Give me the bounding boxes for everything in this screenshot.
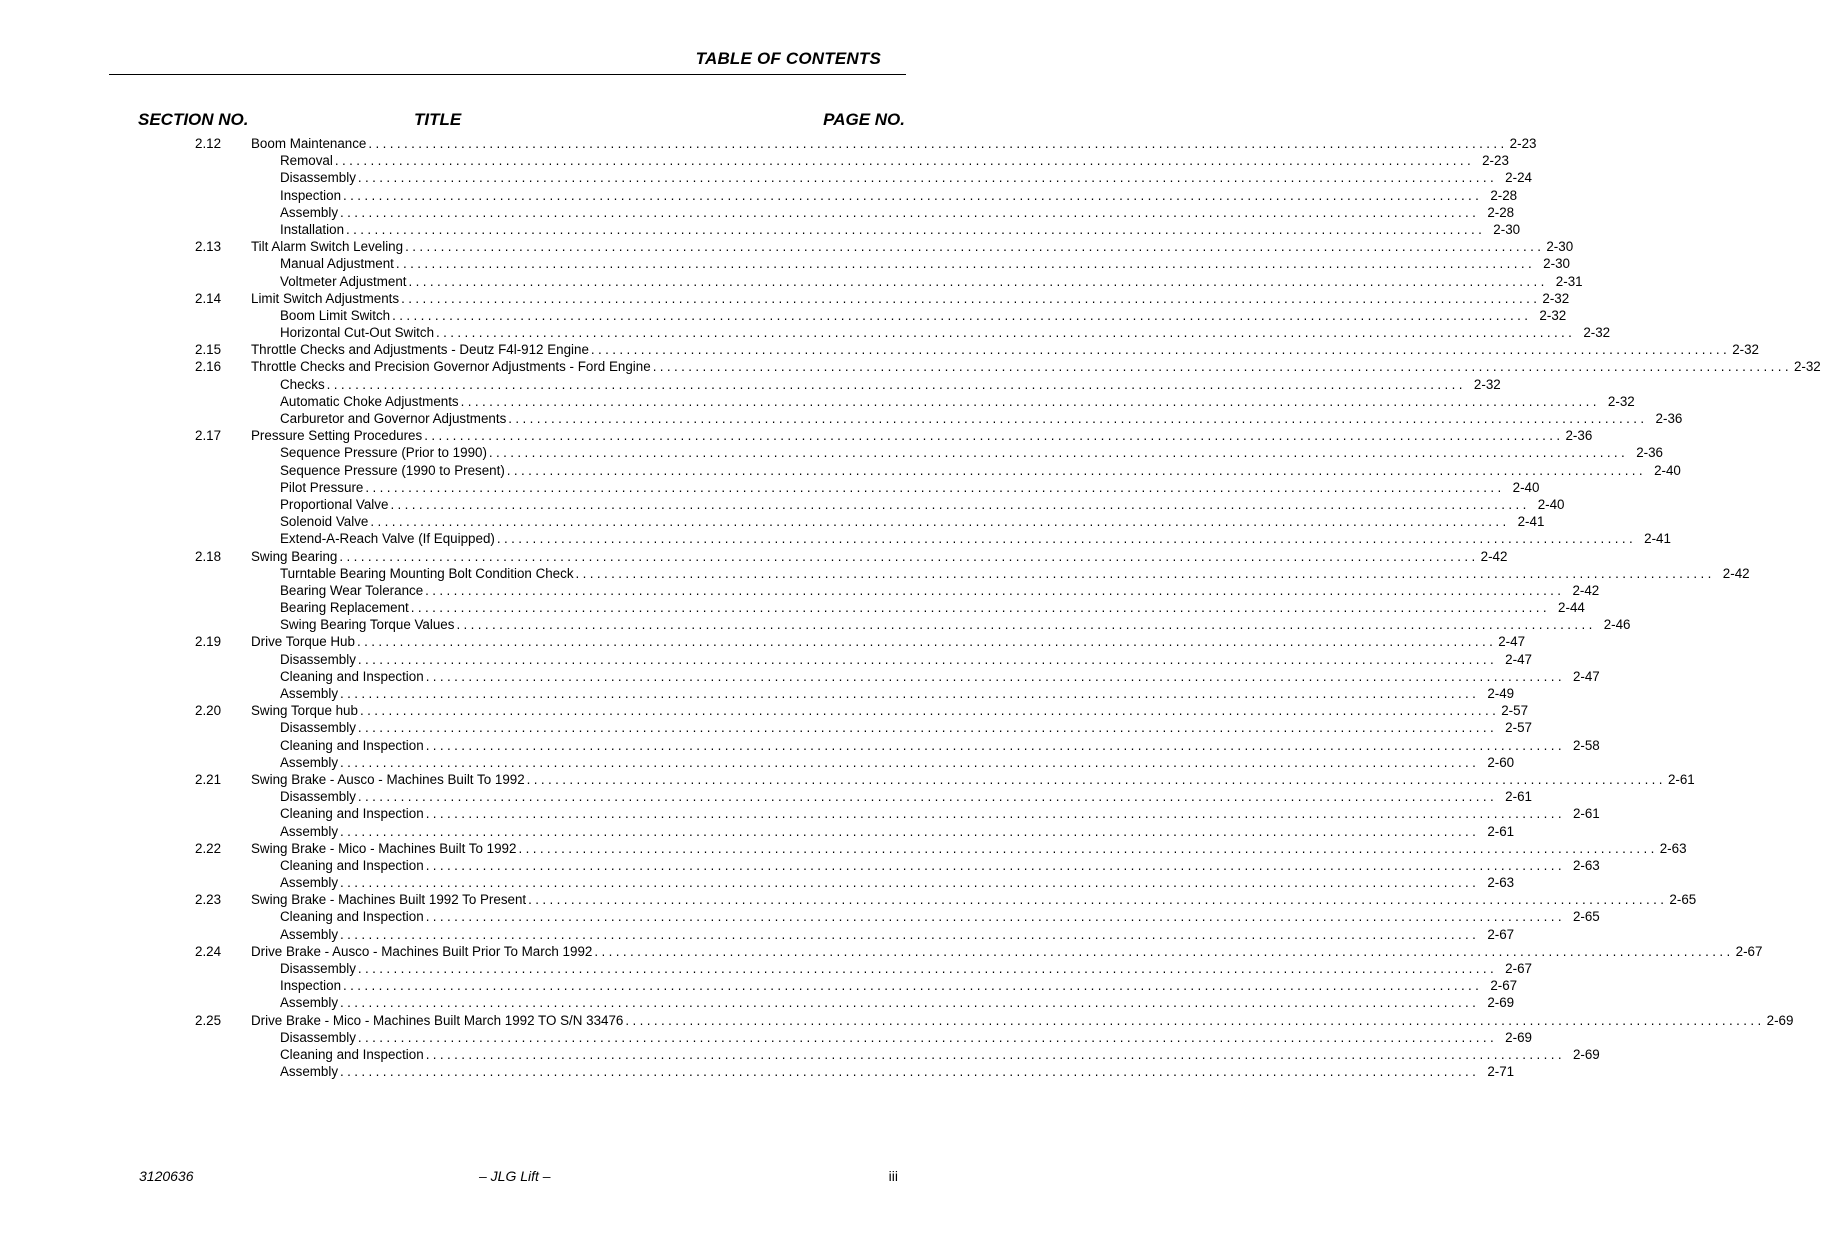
toc-page-number: 2-40 xyxy=(1512,479,1540,495)
toc-section-number: 2.17 xyxy=(195,428,222,444)
toc-section-row[interactable] xyxy=(195,891,1697,908)
toc-page-number: 2-41 xyxy=(1644,531,1671,547)
toc-subsection-row[interactable] xyxy=(195,857,1600,874)
dot-leader: ................................................................................................................................................................ xyxy=(506,462,1647,478)
footer-doc-number: 3120636 xyxy=(139,1168,194,1184)
toc-entry xyxy=(280,805,1600,822)
toc-entry-title: Proportional Valve xyxy=(280,496,389,512)
toc-section-number: 2.15 xyxy=(195,342,222,358)
toc-entry xyxy=(251,341,1759,358)
toc-page-number: 2-32 xyxy=(1583,325,1611,341)
toc-section-row[interactable] xyxy=(195,358,1821,375)
toc-entry xyxy=(280,307,1567,324)
toc-entry xyxy=(280,221,1521,238)
toc-subsection-row[interactable] xyxy=(195,719,1532,736)
toc-entry-title: Manual Adjustment xyxy=(280,256,394,272)
toc-page-number: 2-32 xyxy=(1732,342,1759,358)
toc-page-number: 2-63 xyxy=(1572,857,1600,873)
toc-entry xyxy=(280,651,1532,668)
toc-entry xyxy=(280,1029,1532,1046)
toc-section-row[interactable] xyxy=(195,702,1529,719)
toc-page-number: 2-47 xyxy=(1498,634,1526,650)
toc-entry xyxy=(280,685,1515,702)
toc-entry-title: Swing Brake - Machines Built 1992 To Present xyxy=(251,892,527,908)
toc-page-number: 2-57 xyxy=(1501,703,1529,719)
toc-entry xyxy=(251,943,1763,960)
toc-page-number: 2-69 xyxy=(1766,1012,1794,1028)
toc-entry xyxy=(280,1063,1515,1080)
dot-leader: ................................................................................................................................................................ xyxy=(424,428,1564,444)
toc-page-number: 2-24 xyxy=(1505,170,1532,186)
toc-entry xyxy=(280,977,1518,994)
toc-entry-title: Boom Maintenance xyxy=(251,136,367,151)
toc-page-number: 2-23 xyxy=(1509,136,1537,151)
toc-entry xyxy=(280,376,1501,393)
dot-leader: ................................................................................................................................................................ xyxy=(401,290,1541,306)
toc-entry-title: Bearing Replacement xyxy=(280,600,409,616)
toc-entry xyxy=(280,994,1515,1011)
toc-entry xyxy=(280,737,1600,754)
toc-entry xyxy=(280,668,1600,685)
toc-entry xyxy=(280,565,1750,582)
toc-section-number: 2.22 xyxy=(195,840,222,856)
toc-subsection-row[interactable] xyxy=(195,874,1515,891)
toc-entry-title: Pilot Pressure xyxy=(280,479,364,495)
dot-leader: ................................................................................................................................................................ xyxy=(356,634,1497,650)
toc-subsection-row[interactable] xyxy=(195,444,1663,461)
toc-entry xyxy=(280,960,1532,977)
toc-entry-title: Limit Switch Adjustments xyxy=(251,290,400,306)
toc-page-number: 2-60 xyxy=(1487,754,1515,770)
toc-page-number: 2-47 xyxy=(1572,668,1600,684)
toc-entry-title: Disassembly xyxy=(280,961,356,976)
toc-entry xyxy=(280,908,1600,925)
toc-subsection-row[interactable] xyxy=(195,960,1532,977)
dot-leader: ................................................................................................................................................................ xyxy=(625,1012,1765,1028)
toc-section-row[interactable] xyxy=(195,548,1508,565)
dot-leader: ................................................................................................................................................................ xyxy=(425,857,1565,873)
toc-entry xyxy=(280,169,1532,186)
toc-page-number: 2-30 xyxy=(1493,221,1521,237)
toc-subsection-row[interactable] xyxy=(195,376,1501,393)
dot-leader: ................................................................................................................................................................ xyxy=(340,1064,1480,1080)
toc-page-number: 2-46 xyxy=(1603,617,1631,633)
toc-page-number: 2-69 xyxy=(1505,1029,1532,1045)
toc-entry xyxy=(280,719,1532,736)
toc-subsection-row[interactable] xyxy=(195,977,1518,994)
toc-page-number: 2-67 xyxy=(1490,978,1518,994)
toc-page-number: 2-41 xyxy=(1517,514,1545,530)
toc-section-row[interactable] xyxy=(195,341,1759,358)
toc-page-number: 2-63 xyxy=(1659,840,1687,856)
toc-subsection-row[interactable] xyxy=(195,187,1518,204)
toc-entry-title: Installation xyxy=(280,221,345,237)
toc-section-row[interactable] xyxy=(195,840,1687,857)
toc-entry xyxy=(251,427,1593,444)
toc-list xyxy=(195,135,1821,1080)
dot-leader: ................................................................................................................................................................ xyxy=(357,651,1498,667)
dot-leader: ................................................................................................................................................................ xyxy=(528,892,1668,908)
toc-section-row[interactable] xyxy=(195,771,1695,788)
toc-subsection-row[interactable] xyxy=(195,651,1532,668)
dot-leader: ................................................................................................................................................................ xyxy=(340,754,1480,770)
toc-section-row[interactable] xyxy=(195,1012,1794,1029)
toc-subsection-row[interactable] xyxy=(195,668,1600,685)
toc-subsection-row[interactable] xyxy=(195,599,1585,616)
toc-section-number: 2.20 xyxy=(195,703,222,719)
toc-entry-title: Throttle Checks and Precision Governor Adjustments - Ford Engine xyxy=(251,359,651,375)
toc-subsection-row[interactable] xyxy=(195,462,1681,479)
dot-leader: ................................................................................................................................................................ xyxy=(518,840,1658,856)
toc-entry xyxy=(251,1012,1794,1029)
dot-leader: ................................................................................................................................................................ xyxy=(425,582,1565,598)
dot-leader: ................................................................................................................................................................ xyxy=(590,342,1731,358)
toc-entry xyxy=(251,358,1821,375)
toc-entry xyxy=(251,290,1570,307)
toc-entry xyxy=(280,393,1635,410)
toc-page-number: 2-67 xyxy=(1505,961,1532,976)
dot-leader: ................................................................................................................................................................ xyxy=(526,771,1666,787)
column-heading-page: PAGE NO. xyxy=(823,110,905,129)
toc-entry-title: Assembly xyxy=(280,926,339,942)
toc-page-number: 2-42 xyxy=(1722,565,1750,581)
toc-subsection-row[interactable] xyxy=(195,616,1631,633)
toc-section-row[interactable] xyxy=(195,943,1763,960)
toc-entry xyxy=(280,754,1515,771)
dot-leader: ................................................................................................................................................................ xyxy=(395,256,1536,272)
toc-page-number: 2-67 xyxy=(1487,926,1515,942)
toc-subsection-row[interactable] xyxy=(195,582,1600,599)
toc-subsection-row[interactable] xyxy=(195,1063,1515,1080)
toc-page-number: 2-32 xyxy=(1542,290,1570,306)
toc-page-number: 2-42 xyxy=(1572,582,1600,598)
toc-entry-title: Swing Torque hub xyxy=(251,703,358,719)
dot-leader: ................................................................................................................................................................ xyxy=(425,668,1565,684)
toc-entry-title: Inspection xyxy=(280,978,342,994)
toc-entry xyxy=(251,702,1529,719)
header-rule xyxy=(109,74,906,75)
dot-leader: ................................................................................................................................................................ xyxy=(359,703,1500,719)
toc-section-number: 2.12 xyxy=(195,136,222,151)
dot-leader: ................................................................................................................................................................ xyxy=(357,170,1498,186)
toc-entry-title: Tilt Alarm Switch Leveling xyxy=(251,239,404,255)
toc-section-number: 2.14 xyxy=(195,290,222,306)
toc-entry xyxy=(280,324,1611,341)
toc-page-number: 2-61 xyxy=(1667,771,1695,787)
toc-entry-title: Bearing Wear Tolerance xyxy=(280,582,424,598)
toc-entry xyxy=(251,548,1508,565)
dot-leader: ................................................................................................................................................................ xyxy=(340,995,1480,1011)
toc-entry-title: Voltmeter Adjustment xyxy=(280,273,407,289)
dot-leader: ................................................................................................................................................................ xyxy=(368,136,1508,151)
toc-entry xyxy=(280,444,1663,461)
toc-entry-title: Assembly xyxy=(280,754,339,770)
toc-entry xyxy=(280,599,1585,616)
toc-page-number: 2-61 xyxy=(1487,823,1515,839)
toc-entry-title: Sequence Pressure (1990 to Present) xyxy=(280,462,505,478)
toc-entry-title: Disassembly xyxy=(280,720,356,736)
toc-entry xyxy=(280,823,1515,840)
toc-entry xyxy=(280,187,1518,204)
dot-leader: ................................................................................................................................................................ xyxy=(339,548,1479,564)
toc-entry-title: Cleaning and Inspection xyxy=(280,857,424,873)
dot-leader: ................................................................................................................................................................ xyxy=(340,875,1480,891)
toc-entry-title: Automatic Choke Adjustments xyxy=(280,393,459,409)
toc-subsection-row[interactable] xyxy=(195,685,1515,702)
toc-page-number: 2-30 xyxy=(1543,256,1570,272)
toc-entry xyxy=(280,530,1671,547)
toc-page-number: 2-28 xyxy=(1487,204,1515,220)
toc-section-row[interactable] xyxy=(195,238,1574,255)
dot-leader: ................................................................................................................................................................ xyxy=(343,978,1483,994)
toc-subsection-row[interactable] xyxy=(195,169,1532,186)
toc-entry xyxy=(251,238,1574,255)
toc-subsection-row[interactable] xyxy=(195,908,1600,925)
dot-leader: ................................................................................................................................................................ xyxy=(357,1029,1498,1045)
toc-page-number: 2-63 xyxy=(1487,875,1515,891)
toc-entry xyxy=(280,255,1570,272)
dot-leader: ................................................................................................................................................................ xyxy=(508,411,1648,426)
dot-leader: ................................................................................................................................................................ xyxy=(340,686,1480,701)
dot-leader: ................................................................................................................................................................ xyxy=(496,531,1637,547)
toc-subsection-row[interactable] xyxy=(195,255,1570,272)
dot-leader: ................................................................................................................................................................ xyxy=(575,565,1715,581)
footer-page-number: iii xyxy=(888,1168,898,1184)
toc-subsection-row[interactable] xyxy=(195,204,1515,221)
toc-subsection-row[interactable] xyxy=(195,1029,1532,1046)
toc-entry xyxy=(251,891,1697,908)
toc-entry-title: Horizontal Cut-Out Switch xyxy=(280,325,435,341)
dot-leader: ................................................................................................................................................................ xyxy=(365,479,1505,495)
toc-entry-title: Drive Brake - Mico - Machines Built March 1992 TO S/N 33476 xyxy=(251,1012,624,1028)
dot-leader: ................................................................................................................................................................ xyxy=(488,445,1629,461)
dot-leader: ................................................................................................................................................................ xyxy=(346,221,1486,237)
toc-entry-title: Drive Brake - Ausco - Machines Built Prior To March 1992 xyxy=(251,943,593,959)
toc-entry xyxy=(280,582,1600,599)
toc-entry-title: Pressure Setting Procedures xyxy=(251,428,423,444)
toc-entry xyxy=(251,135,1537,152)
toc-section-number: 2.19 xyxy=(195,634,222,650)
dot-leader: ................................................................................................................................................................ xyxy=(405,239,1545,255)
toc-subsection-row[interactable] xyxy=(195,1046,1600,1063)
toc-subsection-row[interactable] xyxy=(195,994,1515,1011)
toc-page-number: 2-67 xyxy=(1735,943,1763,959)
toc-page-number: 2-28 xyxy=(1490,187,1518,203)
toc-entry-title: Disassembly xyxy=(280,651,356,667)
toc-section-row[interactable] xyxy=(195,633,1526,650)
dot-leader: ................................................................................................................................................................ xyxy=(425,1046,1565,1062)
toc-entry-title: Checks xyxy=(280,376,325,392)
toc-section-number: 2.25 xyxy=(195,1012,222,1028)
toc-page-number: 2-36 xyxy=(1565,428,1593,444)
toc-subsection-row[interactable] xyxy=(195,737,1600,754)
dot-leader: ................................................................................................................................................................ xyxy=(357,961,1498,976)
toc-page-number: 2-44 xyxy=(1558,600,1585,616)
toc-entry-title: Turntable Bearing Mounting Bolt Condition Check xyxy=(280,565,574,581)
dot-leader: ................................................................................................................................................................ xyxy=(425,909,1565,925)
toc-section-number: 2.13 xyxy=(195,239,222,255)
toc-subsection-row[interactable] xyxy=(195,324,1611,341)
toc-page-number: 2-31 xyxy=(1555,273,1583,289)
toc-entry xyxy=(280,410,1683,427)
dot-leader: ................................................................................................................................................................ xyxy=(343,187,1483,203)
toc-entry-title: Drive Torque Hub xyxy=(251,634,355,650)
toc-entry xyxy=(280,616,1631,633)
toc-entry xyxy=(280,273,1583,290)
toc-page-number: 2-36 xyxy=(1636,445,1663,461)
toc-entry-title: Disassembly xyxy=(280,789,356,805)
toc-page-number: 2-65 xyxy=(1572,909,1600,925)
toc-entry xyxy=(251,771,1695,788)
toc-page-number: 2-61 xyxy=(1505,789,1532,805)
toc-page-number: 2-65 xyxy=(1669,892,1697,908)
toc-section-row[interactable] xyxy=(195,427,1593,444)
toc-page-number: 2-61 xyxy=(1572,806,1600,822)
toc-subsection-row[interactable] xyxy=(195,479,1540,496)
dot-leader: ................................................................................................................................................................ xyxy=(425,737,1565,753)
toc-entry-title: Cleaning and Inspection xyxy=(280,668,424,684)
toc-entry xyxy=(280,926,1515,943)
toc-page-number: 2-32 xyxy=(1607,393,1635,409)
toc-entry-title: Removal xyxy=(280,153,333,169)
toc-entry-title: Assembly xyxy=(280,686,339,701)
toc-page-number: 2-36 xyxy=(1655,411,1683,426)
dot-leader: ................................................................................................................................................................ xyxy=(357,789,1498,805)
toc-entry-title: Cleaning and Inspection xyxy=(280,1046,424,1062)
toc-entry-title: Boom Limit Switch xyxy=(280,307,391,323)
toc-section-number: 2.18 xyxy=(195,548,222,564)
dot-leader: ................................................................................................................................................................ xyxy=(652,359,1792,375)
toc-entry-title: Disassembly xyxy=(280,170,356,186)
toc-entry xyxy=(280,857,1600,874)
toc-page-number: 2-58 xyxy=(1572,737,1600,753)
toc-entry-title: Cleaning and Inspection xyxy=(280,909,424,925)
toc-entry xyxy=(280,1046,1600,1063)
toc-subsection-row[interactable] xyxy=(195,530,1671,547)
toc-entry-title: Sequence Pressure (Prior to 1990) xyxy=(280,445,487,461)
toc-entry xyxy=(280,788,1532,805)
dot-leader: ................................................................................................................................................................ xyxy=(425,806,1565,822)
page-header-title: TABLE OF CONTENTS xyxy=(695,49,881,68)
toc-page-number: 2-69 xyxy=(1487,995,1515,1011)
dot-leader: ................................................................................................................................................................ xyxy=(456,617,1596,633)
toc-entry-title: Throttle Checks and Adjustments - Deutz F4l-912 Engine xyxy=(251,342,589,358)
toc-entry-title: Assembly xyxy=(280,204,339,220)
toc-entry xyxy=(251,840,1687,857)
dot-leader: ................................................................................................................................................................ xyxy=(460,393,1600,409)
toc-section-number: 2.24 xyxy=(195,943,222,959)
toc-entry xyxy=(280,496,1565,513)
toc-subsection-row[interactable] xyxy=(195,496,1565,513)
dot-leader: ................................................................................................................................................................ xyxy=(326,376,1466,392)
dot-leader: ................................................................................................................................................................ xyxy=(340,926,1480,942)
toc-page-number: 2-69 xyxy=(1572,1046,1600,1062)
dot-leader: ................................................................................................................................................................ xyxy=(594,943,1734,959)
dot-leader: ................................................................................................................................................................ xyxy=(340,204,1480,220)
toc-entry-title: Disassembly xyxy=(280,1029,356,1045)
toc-subsection-row[interactable] xyxy=(195,754,1515,771)
toc-section-row[interactable] xyxy=(195,135,1537,152)
toc-subsection-row[interactable] xyxy=(195,823,1515,840)
toc-entry-title: Assembly xyxy=(280,875,339,891)
toc-entry-title: Swing Bearing xyxy=(251,548,338,564)
toc-page-number: 2-47 xyxy=(1505,651,1532,667)
toc-entry-title: Assembly xyxy=(280,995,339,1011)
toc-entry xyxy=(280,462,1681,479)
toc-entry xyxy=(280,152,1509,169)
dot-leader: ................................................................................................................................................................ xyxy=(410,600,1551,616)
toc-subsection-row[interactable] xyxy=(195,273,1583,290)
toc-subsection-row[interactable] xyxy=(195,805,1600,822)
toc-entry xyxy=(280,479,1540,496)
toc-entry-title: Assembly xyxy=(280,823,339,839)
toc-subsection-row[interactable] xyxy=(195,513,1545,530)
toc-subsection-row[interactable] xyxy=(195,565,1750,582)
dot-leader: ................................................................................................................................................................ xyxy=(436,325,1576,341)
toc-entry-title: Swing Brake - Mico - Machines Built To 1992 xyxy=(251,840,517,856)
dot-leader: ................................................................................................................................................................ xyxy=(408,273,1548,289)
dot-leader: ................................................................................................................................................................ xyxy=(340,823,1480,839)
toc-entry-title: Extend-A-Reach Valve (If Equipped) xyxy=(280,531,495,547)
toc-entry-title: Cleaning and Inspection xyxy=(280,806,424,822)
toc-subsection-row[interactable] xyxy=(195,221,1521,238)
dot-leader: ................................................................................................................................................................ xyxy=(392,307,1532,323)
toc-subsection-row[interactable] xyxy=(195,410,1683,427)
toc-entry-title: Swing Bearing Torque Values xyxy=(280,617,455,633)
toc-page-number: 2-71 xyxy=(1487,1064,1515,1080)
toc-entry-title: Assembly xyxy=(280,1064,339,1080)
toc-entry xyxy=(280,874,1515,891)
toc-page-number: 2-32 xyxy=(1473,376,1501,392)
toc-entry xyxy=(251,633,1526,650)
toc-entry xyxy=(280,204,1515,221)
toc-page-number: 2-40 xyxy=(1537,496,1565,512)
toc-section-number: 2.16 xyxy=(195,359,222,375)
toc-section-number: 2.21 xyxy=(195,771,222,787)
toc-section-row[interactable] xyxy=(195,290,1570,307)
toc-entry-title: Solenoid Valve xyxy=(280,514,369,530)
toc-page-number: 2-32 xyxy=(1793,359,1821,375)
column-heading-section: SECTION NO. xyxy=(138,110,249,129)
column-heading-title: TITLE xyxy=(414,110,462,129)
toc-entry-title: Swing Brake - Ausco - Machines Built To 1992 xyxy=(251,771,525,787)
toc-entry-title: Cleaning and Inspection xyxy=(280,737,424,753)
dot-leader: ................................................................................................................................................................ xyxy=(370,514,1510,530)
toc-subsection-row[interactable] xyxy=(195,307,1567,324)
toc-subsection-row[interactable] xyxy=(195,393,1635,410)
dot-leader: ................................................................................................................................................................ xyxy=(390,496,1530,512)
toc-page-number: 2-32 xyxy=(1539,307,1567,323)
toc-entry xyxy=(280,513,1545,530)
toc-subsection-row[interactable] xyxy=(195,152,1509,169)
toc-section-number: 2.23 xyxy=(195,892,222,908)
toc-entry-title: Inspection xyxy=(280,187,342,203)
dot-leader: ................................................................................................................................................................ xyxy=(357,720,1498,736)
toc-page-number: 2-42 xyxy=(1480,548,1508,564)
toc-entry-title: Carburetor and Governor Adjustments xyxy=(280,411,507,426)
toc-page-number: 2-23 xyxy=(1482,153,1509,169)
toc-subsection-row[interactable] xyxy=(195,926,1515,943)
toc-page-number: 2-57 xyxy=(1505,720,1532,736)
toc-page-number: 2-30 xyxy=(1546,239,1574,255)
footer-brand: – JLG Lift – xyxy=(479,1168,551,1184)
toc-page-number: 2-40 xyxy=(1654,462,1681,478)
toc-page-number: 2-49 xyxy=(1487,686,1515,701)
dot-leader: ................................................................................................................................................................ xyxy=(334,153,1475,169)
toc-subsection-row[interactable] xyxy=(195,788,1532,805)
